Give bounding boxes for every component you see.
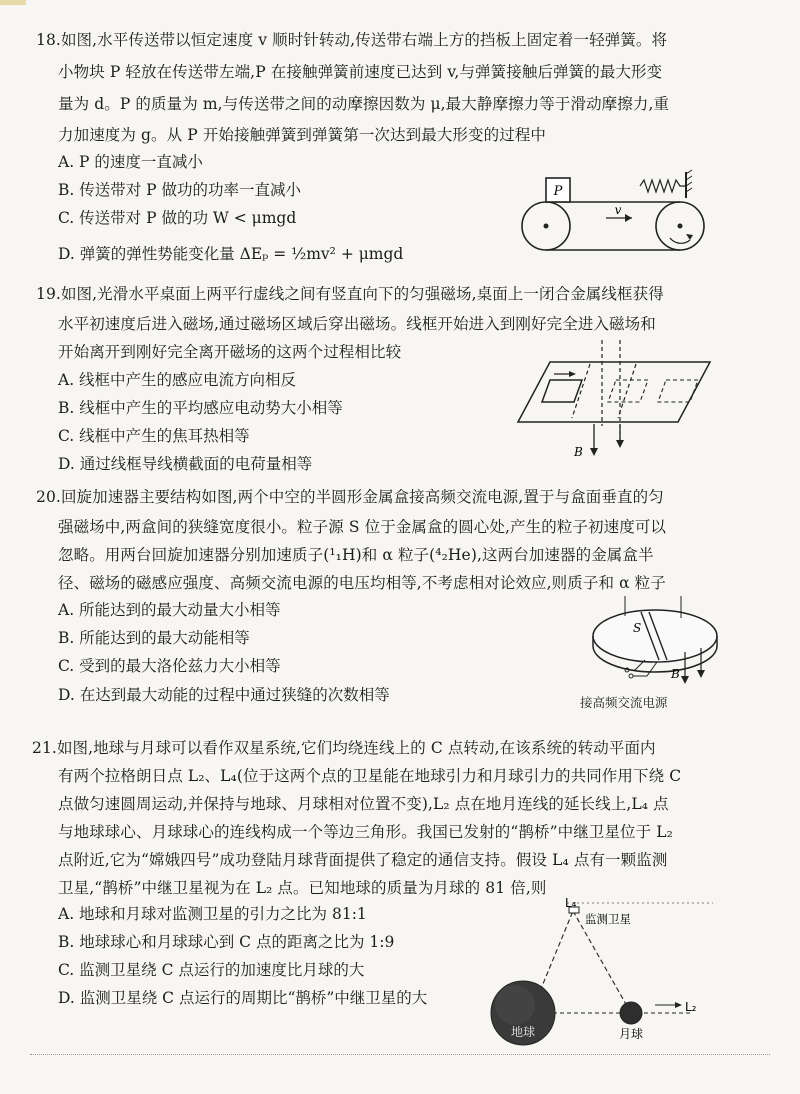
earth-moon-figure xyxy=(485,895,715,1055)
conveyor-figure xyxy=(520,168,710,258)
q19-line-1: 19.如图,光滑水平桌面上两平行虚线之间有竖直向下的匀强磁场,桌面上一闭合金属线框获得 xyxy=(36,285,664,303)
q18-line-1: 18.如图,水平传送带以恒定速度 v 顺时针转动,传送带右端上方的挡板上固定着一轻弹簧。将 xyxy=(36,31,668,49)
q19-option-b[interactable]: B. 线框中产生的平均感应电动势大小相等 xyxy=(58,399,343,417)
q19-line-3: 开始离开到刚好完全离开磁场的这两个过程相比较 xyxy=(58,343,402,361)
bottom-rule xyxy=(30,1054,770,1055)
monitor-satellite-label: 监测卫星 xyxy=(585,912,631,926)
q21-line-3: 点做匀速圆周运动,并保持与地球、月球相对位置不变),L₂ 点在地月连线的延长线上,L₄ 点 xyxy=(58,795,669,813)
q21-line-4: 与地球球心、月球球心的连线构成一个等边三角形。我国已发射的“鹊桥”中继卫星位于 L₂ xyxy=(58,823,673,841)
q21-line-2: 有两个拉格朗日点 L₂、L₄(位于这两个点的卫星能在地球引力和月球引力的共同作用下绕 C xyxy=(58,767,682,785)
dee-electrodes xyxy=(593,610,717,662)
q19-option-c[interactable]: C. 线框中产生的焦耳热相等 xyxy=(58,427,250,445)
q18-option-c[interactable]: C. 传送带对 P 做的功 W < μmgd xyxy=(58,209,297,227)
block-p-label: P xyxy=(553,184,563,199)
q20-option-c[interactable]: C. 受到的最大洛伦兹力大小相等 xyxy=(58,657,281,675)
q21-option-a[interactable]: A. 地球和月球对监测卫星的引力之比为 81:1 xyxy=(58,905,367,923)
spring xyxy=(640,180,686,192)
q19-option-a[interactable]: A. 线框中产生的感应电流方向相反 xyxy=(58,371,297,389)
q20-option-a[interactable]: A. 所能达到的最大动量大小相等 xyxy=(58,601,281,619)
q21-option-b[interactable]: B. 地球球心和月球球心到 C 点的距离之比为 1:9 xyxy=(58,933,395,951)
q20-line-3: 忽略。用两台回旋加速器分别加速质子(¹₁H)和 α 粒子(⁴₂He),这两台加速器的金属盒半 xyxy=(58,546,654,564)
q20-option-b[interactable]: B. 所能达到的最大动能相等 xyxy=(58,629,250,647)
q18-line-4: 力加速度为 g。从 P 开始接触弹簧到弹簧第一次达到最大形变的过程中 xyxy=(58,126,547,144)
field-b-label: B xyxy=(574,445,583,459)
l2-label: L₂ xyxy=(685,1000,697,1014)
cyclotron-caption: 接高频交流电源 xyxy=(580,695,668,710)
wire-loop xyxy=(542,380,582,402)
q19-option-d[interactable]: D. 通过线框导线横截面的电荷量相等 xyxy=(58,455,313,473)
moon-label: 月球 xyxy=(619,1027,644,1041)
q18-option-a[interactable]: A. P 的速度一直减小 xyxy=(58,153,203,171)
corner-mark xyxy=(0,0,26,5)
q20-option-d[interactable]: D. 在达到最大动能的过程中通过狭缝的次数相等 xyxy=(58,686,390,704)
q21-option-d[interactable]: D. 监测卫星绕 C 点运行的周期比“鹊桥”中继卫星的大 xyxy=(58,989,428,1007)
q18-line-2: 小物块 P 轻放在传送带左端,P 在接触弹簧前速度已达到 v,与弹簧接触后弹簧的最大形变 xyxy=(58,63,663,81)
table-surface xyxy=(518,362,710,422)
q20-line-4: 径、磁场的磁感应强度、高频交流电源的电压均相等,不考虑相对论效应,则质子和 α 粒子 xyxy=(58,574,666,592)
magnetic-field-figure xyxy=(510,340,720,465)
velocity-label: v xyxy=(614,203,622,217)
q20-line-1: 20.回旋加速器主要结构如图,两个中空的半圆形金属盒接高频交流电源,置于与盒面垂直的匀 xyxy=(36,488,664,506)
moon xyxy=(620,1002,642,1024)
cyclotron-b-label: B xyxy=(671,667,680,681)
q21-line-1: 21.如图,地球与月球可以看作双星系统,它们均绕连线上的 C 点转动,在该系统的转动平面内 xyxy=(32,739,656,757)
q19-line-2: 水平初速度后进入磁场,通过磁场区域后穿出磁场。线框开始进入到刚好完全进入磁场和 xyxy=(58,315,656,333)
cyclotron-figure xyxy=(585,596,725,688)
source-s-label: S xyxy=(633,621,642,635)
l4-label: L₄ xyxy=(565,896,577,910)
q21-option-c[interactable]: C. 监测卫星绕 C 点运行的加速度比月球的大 xyxy=(58,961,365,979)
q18-option-d[interactable]: D. 弹簧的弹性势能变化量 ΔEₚ = ½mv² + μmgd xyxy=(58,245,404,263)
q18-line-3: 量为 d。P 的质量为 m,与传送带之间的动摩擦因数为 μ,最大静摩擦力等于滑动摩擦力,重 xyxy=(58,95,670,113)
earth-label: 地球 xyxy=(510,1025,536,1039)
q18-option-b[interactable]: B. 传送带对 P 做功的功率一直减小 xyxy=(58,181,302,199)
q20-line-2: 强磁场中,两盒间的狭缝宽度很小。粒子源 S 位于金属盒的圆心处,产生的粒子初速度可以 xyxy=(58,518,667,536)
q21-line-5: 点附近,它为“嫦娥四号”成功登陆月球背面提供了稳定的通信支持。假设 L₄ 点有一颗监测 xyxy=(58,851,668,869)
q21-line-6: 卫星,“鹊桥”中继卫星视为在 L₂ 点。已知地球的质量为月球的 81 倍,则 xyxy=(58,879,547,897)
